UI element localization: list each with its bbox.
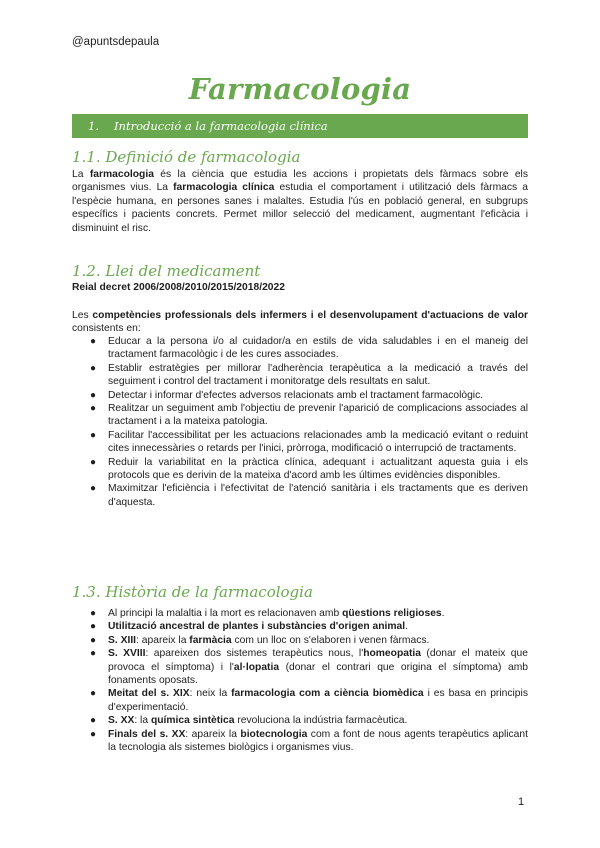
bullet-icon: ● [90,336,97,347]
competencies-list [72,335,528,509]
list-item [72,335,528,362]
list-item [72,362,528,389]
text-run: (donar el contrari que origina el símptoma) amb fonaments oposats. [108,661,528,687]
text-run: La [72,169,90,180]
bullet-icon: ● [90,728,97,740]
bullet-icon: ● [90,483,97,495]
bold-text: farmacologia com a ciència biomèdica [231,688,424,700]
text-run: Al principi la malaltia i la mort es relacionaven amb [108,608,343,619]
text-run: . [405,621,409,633]
history-list [72,607,528,754]
text-run: Maximitzar l'eficiència i l'efectivitat de l'atenció sanitària i els tractaments que es deriven d'aquesta. [108,483,528,508]
text-run: Detectar i informar d'efectes adversos relacionats amb el tractament farmacològic. [108,389,484,401]
bullet-icon: ● [90,429,97,441]
heading-llei: 1.2. Llei del medicament [72,262,261,280]
heading-historia: 1.3. Història de la farmacologia [72,583,313,601]
list-item [72,389,528,402]
bold-text: Meitat del s. XIX [108,688,190,700]
bold-text: farmacologia [89,169,154,180]
text-run: Realitzar un seguiment amb l'objectiu de prevenir l'aparició de complicacions associades al tractament i a la mateixa patologia. [108,403,528,428]
bullet-icon: ● [90,403,97,415]
decree-line: Reial decret 2006/2008/2010/2015/2018/2022 [72,282,285,293]
text-run: (donar el mateix que provoca el símptoma) i l' [108,648,528,673]
section-banner [72,114,528,138]
bold-text: S. XVIII [108,648,146,660]
text-run: : apareixen dos sistemes terapèutics nous, l' [145,648,364,660]
text-run: Educar a la persona i/o al cuidador/a en estils de vida saludables i en el maneig del tractament farmacològic i de les cures associades. [108,336,528,361]
bullet-icon: ● [90,456,97,468]
text-run: : apareix la [136,634,190,646]
bullet-icon: ● [90,608,97,619]
list-item [72,634,528,647]
bold-text: homeopatia [363,648,421,660]
text-run: : neix la [189,688,232,700]
text-run: consistents en: [72,323,141,335]
bullet-icon: ● [90,634,97,646]
bold-text: S. XIII [108,634,137,646]
text-run: Facilitar l'accessibilitat per les actuacions relacionades amb la medicació evitant o reduint cites innecessàries o retards per l'inici, pròrroga, modificació o interrupció de tractaments. [108,429,528,455]
text-run: com a font de nous agents terapèutics aplicant la tecnologia als sistemes biològics i organismes vius. [108,728,528,754]
list-item [72,482,528,509]
bold-text: S. XX [108,715,135,727]
list-item [72,402,528,429]
bullet-icon: ● [90,688,97,700]
text-run: . [441,608,445,619]
bold-text: Utilització ancestral de plantes i substàncies d'origen animal [108,621,406,633]
text-run: : apareix la [185,728,241,740]
bold-text: competències professionals dels infermers i el desenvolupament d'actuacions de valor [92,310,528,321]
bullet-icon: ● [90,715,97,727]
list-item [72,687,528,714]
competencies-intro [72,309,528,336]
text-run: Reduir la variabilitat en la pràctica clínica, adequant i actualitzant aquesta guia i els protocols que es derivin de la mateixa d'acord amb les últimes evidències disponibles. [108,456,528,482]
document-title: Farmacologia [188,72,412,106]
bold-text: qüestions religioses [342,608,442,619]
heading-definicio: 1.1. Definició de farmacologia [72,148,301,166]
text-run: : la [134,715,151,727]
section-title: Introducció a la farmacologia clínica [114,119,328,133]
bullet-icon: ● [90,648,97,660]
text-run: i es basa en principis d'experimentació. [108,688,528,713]
text-run: estudia el comportament i utilització dels fàrmacs a l'espècie humana, en persones sanes i malaltes. Estudia l'ús en població general, en subgrups específics i pacients concrets. Permet millor selecció del medicament, augmentant l'eficàcia i disminuint el risc. [72,182,528,234]
list-item [72,607,528,620]
text-run: Les [72,310,93,321]
list-item [72,714,528,727]
bullet-icon: ● [90,362,97,374]
list-item [72,728,528,755]
bold-text: biotecnologia [240,728,308,740]
bold-text: farmacologia clínica [173,182,275,194]
definicio-paragraph [72,168,528,235]
page-number: 1 [518,796,525,808]
text-run: revoluciona la indústria farmacèutica. [234,715,408,727]
bold-text: farmàcia [189,634,232,646]
list-item [72,620,528,633]
list-item [72,429,528,456]
bullet-icon: ● [90,621,97,633]
bold-text: química sintètica [150,715,235,727]
list-item [72,647,528,687]
text-run: com un lloc on s'elaboren i venen fàrmacs. [231,634,430,646]
bold-text: Finals del s. XX [108,728,186,740]
bold-text: al·lopatia [233,661,280,673]
list-item [72,456,528,483]
text-run: és la ciència que estudia les accions i propietats dels fàrmacs sobre els organismes vius. La [72,169,528,194]
author-handle: @apuntsdepaula [72,36,160,48]
bullet-icon: ● [90,389,97,401]
text-run: Establir estratègies per millorar l'adherència terapèutica a la medicació a través del seguiment i control del tractament i monitoratge dels resultats en salut. [108,362,528,388]
section-number: 1. [88,119,99,133]
